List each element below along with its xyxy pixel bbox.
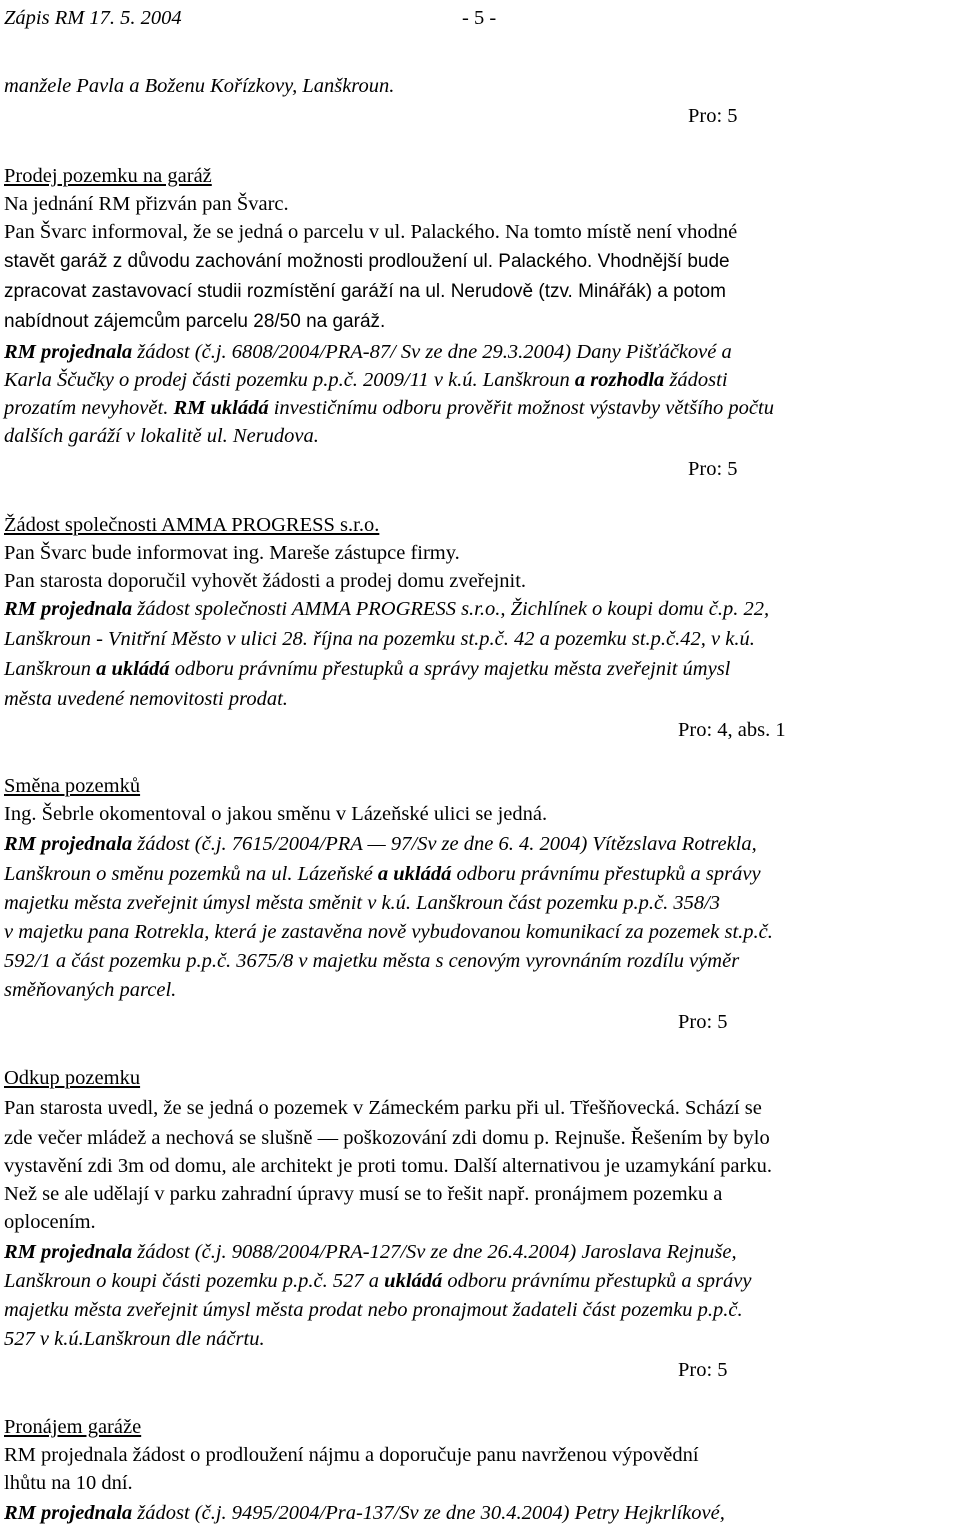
paragraph-line: Ing. Šebrle okomentoval o jakou směnu v Lázeňské ulici se jedná.: [4, 803, 548, 825]
paragraph-line: vystavění zdi 3m od domu, ale architekt je proti tomu. Další alternativou je uzamykání parku.: [4, 1155, 772, 1177]
resolution-text: odboru právnímu přestupků a správy: [451, 863, 761, 885]
paragraph-line: nabídnout zájemcům parcelu 28/50 na garáž.: [4, 311, 386, 332]
paragraph-line: stavět garáž z důvodu zachování možnosti prodloužení ul. Palackého. Vhodnější bude: [4, 251, 730, 272]
resolution-text: investičnímu odboru prověřit možnost výstavby většího počtu: [268, 397, 774, 419]
paragraph-line: zpracovat zastavovací studii rozmístění garáží na ul. Nerudově (tzv. Minářák) a potom: [4, 281, 726, 302]
resolution-text: žádost společnosti AMMA PROGRESS s.r.o., Žichlínek o koupi domu č.p. 22,: [132, 598, 770, 620]
section-heading-amma: Žádost společnosti AMMA PROGRESS s.r.o.: [4, 514, 380, 536]
paragraph-line: Pan starosta doporučil vyhovět žádosti a prodej domu zveřejnit.: [4, 570, 527, 592]
paragraph-line: Než se ale udělají v parku zahradní úpravy musí se to řešit např. pronájmem pozemku a: [4, 1183, 723, 1205]
vote-result: Pro: 5: [678, 1011, 728, 1033]
resolution-line: dalších garáží v lokalitě ul. Nerudova.: [4, 425, 319, 447]
resolution-line: [4, 1238, 737, 1266]
resolution-text: Karla Ščučky o prodej části pozemku p.p.č. 2009/11 v k.ú. Lanškroun: [4, 369, 575, 391]
paragraph-line: Na jednání RM přizván pan Švarc.: [4, 193, 289, 215]
resolution-keyword: a rozhodla: [574, 369, 665, 391]
resolution-text: odboru právnímu přestupků a správy: [442, 1270, 752, 1292]
paragraph-line: Pan Švarc bude informovat ing. Mareše zástupce firmy.: [4, 542, 460, 564]
section-heading-pronajem: Pronájem garáže: [4, 1416, 142, 1438]
resolution-line: [4, 595, 769, 623]
paragraph-line: Pan starosta uvedl, že se jedná o pozemek v Zámeckém parku při ul. Třešňovecká. Schází se: [4, 1097, 762, 1119]
resolution-line: [4, 338, 732, 366]
resolution-line: [4, 655, 730, 683]
paragraph-line: lhůtu na 10 dní.: [4, 1472, 133, 1494]
resolution-line: [4, 830, 757, 858]
resolution-text: Lanškroun o směnu pozemků na ul. Lázeňské: [4, 863, 378, 885]
paragraph-line: manžele Pavla a Boženu Kořízkovy, Lanškroun.: [4, 75, 395, 97]
resolution-line: [4, 394, 774, 422]
resolution-lead: RM projednala: [4, 1502, 133, 1524]
paragraph-line: RM projednala žádost o prodloužení nájmu a doporučuje panu navrženou výpovědní: [4, 1444, 699, 1466]
resolution-text: prozatím nevyhovět.: [4, 397, 174, 419]
resolution-text: žádost (č.j. 7615/2004/PRA — 97/Sv ze dne 6. 4. 2004) Vítězslava Rotrekla,: [132, 833, 757, 855]
resolution-line: 592/1 a část pozemku p.p.č. 3675/8 v majetku města s cenovým vyrovnáním rozdílu výměr: [4, 950, 740, 972]
section-heading-odkup: Odkup pozemku: [4, 1067, 141, 1089]
resolution-line: [4, 1267, 751, 1295]
resolution-lead: RM projednala: [4, 598, 133, 620]
resolution-text: Lanškroun: [4, 658, 97, 680]
resolution-lead: RM projednala: [4, 341, 133, 363]
resolution-line: [4, 860, 761, 888]
resolution-text: žádost (č.j. 6808/2004/PRA-87/ Sv ze dne 29.3.2004) Dany Pišťáčkové a: [132, 341, 732, 363]
resolution-line: majetku města zveřejnit úmysl města prodat nebo pronajmout žadateli část pozemku p.p.č.: [4, 1299, 743, 1321]
vote-result: Pro: 4, abs. 1: [678, 719, 786, 741]
resolution-keyword: ukládá: [384, 1270, 443, 1292]
resolution-line: [4, 1499, 725, 1527]
paragraph-line: oplocením.: [4, 1211, 96, 1233]
paragraph-line: Pan Švarc informoval, že se jedná o parcelu v ul. Palackého. Na tomto místě není vhodné: [4, 221, 738, 243]
resolution-line: 527 v k.ú.Lanškroun dle náčrtu.: [4, 1328, 265, 1350]
resolution-line: města uvedené nemovitosti prodat.: [4, 688, 288, 710]
vote-result: Pro: 5: [688, 105, 738, 127]
resolution-text: Lanškroun o koupi části pozemku p.p.č. 527 a: [4, 1270, 385, 1292]
resolution-keyword: a ukládá: [377, 863, 452, 885]
resolution-text: odboru právnímu přestupků a správy majetku města zveřejnit úmysl: [169, 658, 731, 680]
document-header-title: Zápis RM 17. 5. 2004: [4, 7, 182, 29]
resolution-lead: RM projednala: [4, 833, 133, 855]
section-heading-smena: Směna pozemků: [4, 775, 141, 797]
resolution-text: žádost (č.j. 9088/2004/PRA-127/Sv ze dne 26.4.2004) Jaroslava Rejnuše,: [132, 1241, 737, 1263]
resolution-keyword: a ukládá: [96, 658, 170, 680]
vote-result: Pro: 5: [678, 1359, 728, 1381]
section-heading-prodej: Prodej pozemku na garáž: [4, 165, 212, 187]
resolution-keyword: RM ukládá: [173, 397, 269, 419]
resolution-line: Lanškroun - Vnitřní Město v ulici 28. října na pozemku st.p.č. 42 a pozemku st.p.č.42, v k.ú.: [4, 628, 755, 650]
resolution-lead: RM projednala: [4, 1241, 133, 1263]
resolution-text: žádost (č.j. 9495/2004/Pra-137/Sv ze dne 30.4.2004) Petry Hejkrlíkové,: [132, 1502, 725, 1524]
resolution-line: směňovaných parcel.: [4, 979, 177, 1001]
resolution-line: [4, 366, 728, 394]
resolution-text: žádosti: [664, 369, 728, 391]
paragraph-line: zde večer mládež a nechová se slušně — poškozování zdi domu p. Rejnuše. Řešením by bylo: [4, 1127, 770, 1149]
resolution-line: majetku města zveřejnit úmysl města směnit v k.ú. Lanškroun část pozemku p.p.č. 358/3: [4, 892, 721, 914]
page-number: - 5 -: [462, 7, 497, 29]
resolution-line: v majetku pana Rotrekla, která je zastavěna nově vybudovanou komunikací za pozemek st.p.č.: [4, 921, 773, 943]
vote-result: Pro: 5: [688, 458, 738, 480]
